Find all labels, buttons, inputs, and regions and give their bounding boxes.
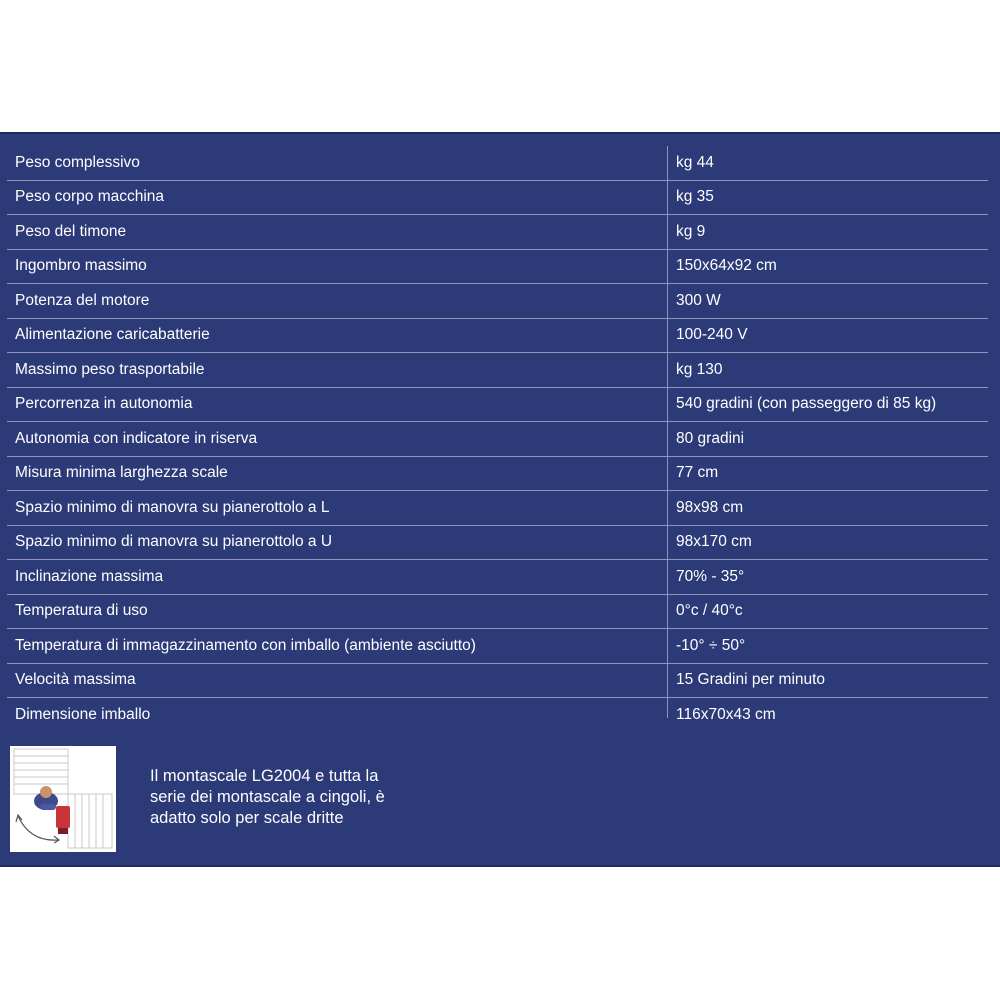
spec-label: Spazio minimo di manovra su pianerottolo a U xyxy=(15,533,333,551)
spec-table xyxy=(7,146,988,732)
spec-label: Peso corpo macchina xyxy=(15,188,165,206)
spec-row xyxy=(7,595,988,630)
spec-label: Autonomia con indicatore in riserva xyxy=(15,429,258,447)
spec-label: Inclinazione massima xyxy=(15,567,164,585)
spec-label: Dimensione imballo xyxy=(15,705,151,723)
stairlift-illustration-icon xyxy=(10,746,116,852)
spec-value: 77 cm xyxy=(676,464,719,482)
spec-label: Massimo peso trasportabile xyxy=(15,360,205,378)
spec-value: 150x64x92 cm xyxy=(676,257,777,275)
spec-label: Ingombro massimo xyxy=(15,257,147,275)
spec-value: 98x170 cm xyxy=(676,533,752,551)
spec-row xyxy=(7,388,988,423)
spec-value: 98x98 cm xyxy=(676,498,744,516)
spec-value: kg 35 xyxy=(676,188,714,206)
note-line: serie dei montascale a cingoli, è xyxy=(150,788,385,806)
spec-row xyxy=(7,250,988,285)
stairs-compatibility-note xyxy=(150,766,450,829)
spec-value: kg 130 xyxy=(676,360,723,378)
spec-label: Peso del timone xyxy=(15,222,127,240)
column-divider xyxy=(667,146,668,718)
spec-value: 116x70x43 cm xyxy=(676,705,776,723)
spec-label: Misura minima larghezza scale xyxy=(15,464,228,482)
spec-row xyxy=(7,698,988,732)
spec-row xyxy=(7,353,988,388)
spec-label: Velocità massima xyxy=(15,671,136,689)
spec-value: 100-240 V xyxy=(676,326,748,344)
spec-row xyxy=(7,629,988,664)
spec-row xyxy=(7,491,988,526)
spec-label: Peso complessivo xyxy=(15,153,140,171)
spec-label: Potenza del motore xyxy=(15,291,150,309)
spec-value: 0°c / 40°c xyxy=(676,602,743,620)
spec-value: 70% - 35° xyxy=(676,567,745,585)
spec-label: Temperatura di immagazzinamento con imballo (ambiente asciutto) xyxy=(15,636,476,654)
spec-row xyxy=(7,215,988,250)
spec-value: 15 Gradini per minuto xyxy=(676,671,826,689)
spec-row xyxy=(7,457,988,492)
spec-row xyxy=(7,181,988,216)
spec-value: 300 W xyxy=(676,291,721,309)
note-line: adatto solo per scale dritte xyxy=(150,809,344,827)
spec-value: kg 9 xyxy=(676,222,706,240)
spec-row xyxy=(7,319,988,354)
spec-label: Percorrenza in autonomia xyxy=(15,395,193,413)
spec-row xyxy=(7,146,988,181)
note-line: Il montascale LG2004 e tutta la xyxy=(150,767,379,785)
spec-row xyxy=(7,284,988,319)
spec-label: Temperatura di uso xyxy=(15,602,148,620)
spec-row xyxy=(7,526,988,561)
spec-panel xyxy=(0,132,1000,867)
spec-value: 540 gradini (con passeggero di 85 kg) xyxy=(676,395,937,413)
spec-row xyxy=(7,664,988,699)
spec-value: -10° ÷ 50° xyxy=(676,636,746,654)
spec-value: 80 gradini xyxy=(676,429,745,447)
spec-row xyxy=(7,422,988,457)
spec-value: kg 44 xyxy=(676,153,714,171)
spec-label: Alimentazione caricabatterie xyxy=(15,326,210,344)
spec-row xyxy=(7,560,988,595)
spec-label: Spazio minimo di manovra su pianerottolo a L xyxy=(15,498,330,516)
